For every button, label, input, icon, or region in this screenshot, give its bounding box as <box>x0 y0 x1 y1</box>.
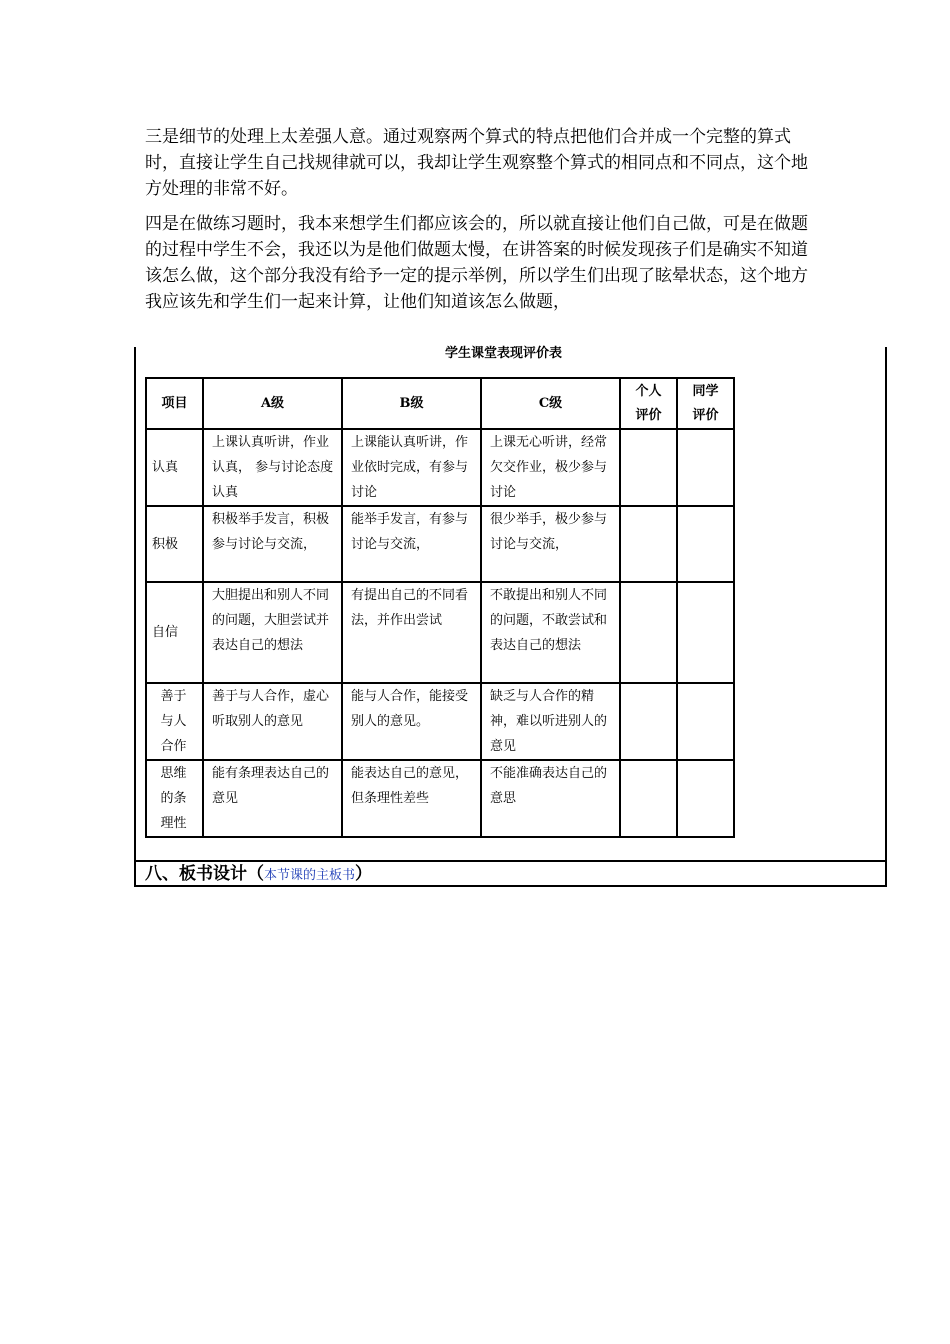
row-grade-c: 不能准确表达自己的意思 <box>481 760 620 837</box>
reflection-paragraph-4: 四是在做练习题时，我本来想学生们都应该会的，所以就直接让他们自己做，可是在做题的过程中学生不会，我还以为是他们做题太慢，在讲答案的时候发现孩子们是确实不知道该怎么做，这个部分我没有给予一定的提示举例，所以学生们出现了眩晕状态，这个地方我应该先和学生们一起来计算，让他们知道该怎么做题， <box>145 214 808 312</box>
row-peer-eval[interactable] <box>677 582 734 683</box>
row-grade-c: 上课无心听讲，经常欠交作业，极少参与讨论 <box>481 429 620 506</box>
row-self-eval[interactable] <box>620 429 677 506</box>
table-row <box>146 760 734 837</box>
section-title: 八、板书设计 <box>145 864 247 884</box>
row-self-eval[interactable] <box>620 582 677 683</box>
row-peer-eval[interactable] <box>677 683 734 760</box>
row-grade-b: 能与人合作，能接受别人的意见。 <box>342 683 481 760</box>
row-grade-b: 上课能认真听讲，作业依时完成，有参与讨论 <box>342 429 481 506</box>
row-item: 自信 <box>146 582 203 683</box>
row-grade-b: 有提出自己的不同看法，并作出尝试 <box>342 582 481 683</box>
row-item: 思维的条理性 <box>146 760 203 837</box>
section-note: 本节课的主板书 <box>264 868 356 883</box>
table-row <box>146 683 734 760</box>
row-peer-eval[interactable] <box>677 760 734 837</box>
table-row <box>146 429 734 506</box>
row-self-eval[interactable] <box>620 760 677 837</box>
header-grade-a: A级 <box>203 378 342 429</box>
row-grade-a: 大胆提出和别人不同的问题，大胆尝试并表达自己的想法 <box>203 582 342 683</box>
row-grade-a: 上课认真听讲，作业认真， 参与讨论态度认真 <box>203 429 342 506</box>
row-grade-a: 积极举手发言，积极参与讨论与交流， <box>203 506 342 582</box>
row-self-eval[interactable] <box>620 683 677 760</box>
header-item: 项目 <box>146 378 203 429</box>
row-peer-eval[interactable] <box>677 429 734 506</box>
row-item: 认真 <box>146 429 203 506</box>
section-heading <box>145 863 372 887</box>
row-grade-c: 很少举手，极少参与讨论与交流， <box>481 506 620 582</box>
row-item: 善于与人合作 <box>146 683 203 760</box>
row-self-eval[interactable] <box>620 506 677 582</box>
header-peer-eval: 同学评价 <box>677 378 734 429</box>
table-header-row <box>146 378 734 429</box>
reflection-paragraph-3: 三是细节的处理上太差强人意。通过观察两个算式的特点把他们合并成一个完整的算式时，直接让学生自己找规律就可以，我却让学生观察整个算式的相同点和不同点，这个地方处理的非常不好。 <box>145 127 808 199</box>
table-row <box>146 582 734 683</box>
row-grade-b: 能表达自己的意见，但条理性差些 <box>342 760 481 837</box>
board-design-section <box>136 860 885 885</box>
row-item: 积极 <box>146 506 203 582</box>
row-grade-b: 能举手发言，有参与讨论与交流， <box>342 506 481 582</box>
table-title: 学生课堂表现评价表 <box>444 346 562 361</box>
header-self-eval: 个人评价 <box>620 378 677 429</box>
section-open-paren: （ <box>247 864 264 884</box>
row-grade-a: 善于与人合作，虚心听取别人的意见 <box>203 683 342 760</box>
evaluation-table <box>145 377 735 838</box>
row-grade-c: 缺乏与人合作的精神，难以听进别人的意见 <box>481 683 620 760</box>
evaluation-section-frame <box>134 347 887 887</box>
row-grade-a: 能有条理表达自己的意见 <box>203 760 342 837</box>
section-close-paren: ） <box>355 864 373 884</box>
row-grade-c: 不敢提出和别人不同的问题，不敢尝试和表达自己的想法 <box>481 582 620 683</box>
header-grade-b: B级 <box>342 378 481 429</box>
table-row <box>146 506 734 582</box>
row-peer-eval[interactable] <box>677 506 734 582</box>
header-grade-c: C级 <box>481 378 620 429</box>
